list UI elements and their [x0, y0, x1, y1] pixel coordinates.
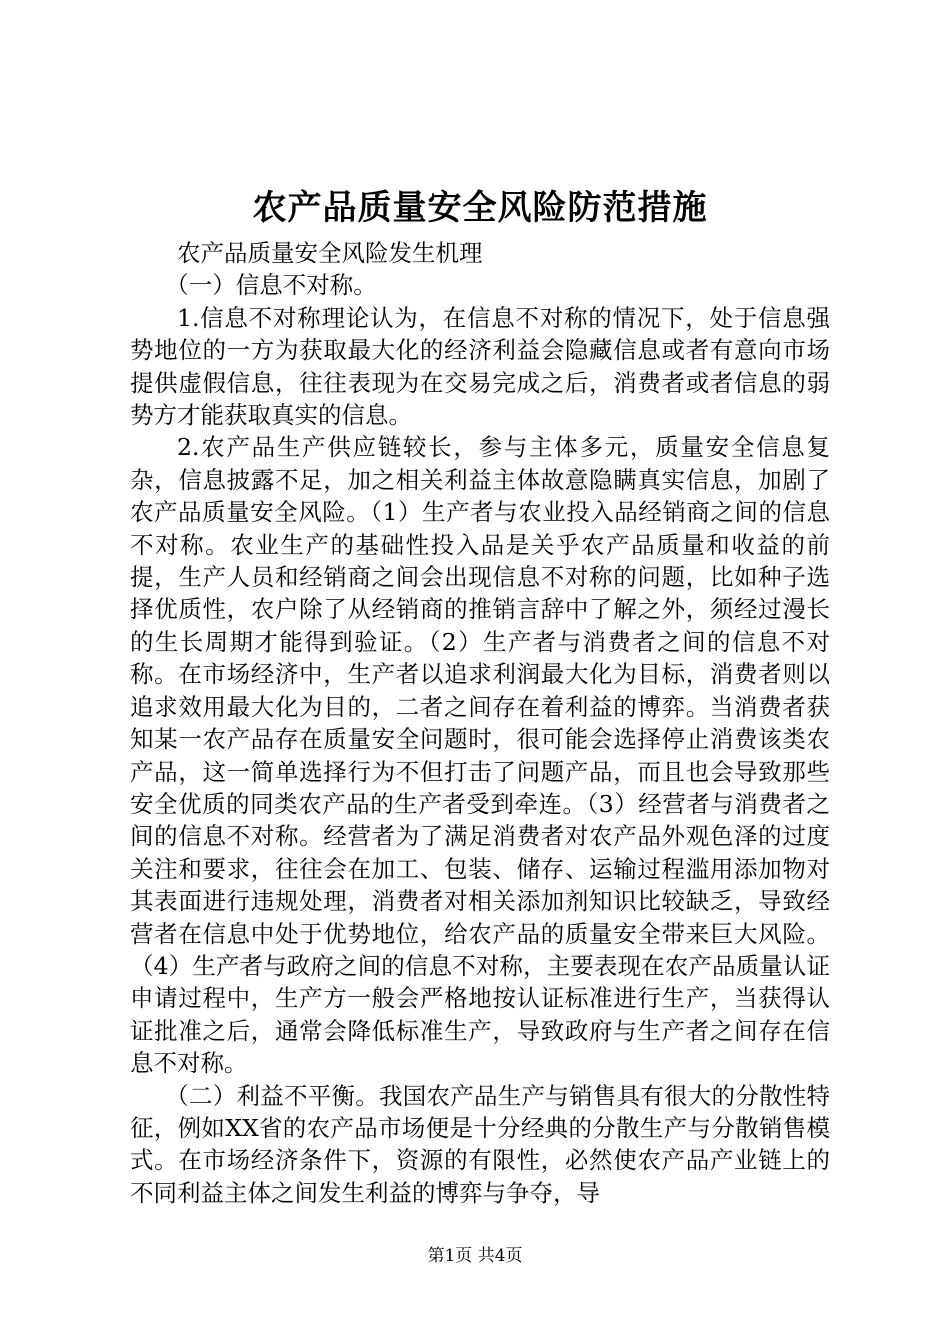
paragraph-1: 1.信息不对称理论认为，在信息不对称的情况下，处于信息强势地位的一方为获取最大化的经济利益会隐藏信息或者有意向市场提供虚假信息，往往表现为在交易完成之后，消费者或者信息的弱势方才能获取真实的信息。 [130, 303, 830, 430]
paragraph-3: （二）利益不平衡。我国农产品生产与销售具有很大的分散性特征，例如XX省的农产品市场便是十分经典的分散生产与分散销售模式。在市场经济条件下，资源的有限性，必然使农产品产业链上的不同利益主体之间发生利益的博弈与争夺，导 [130, 1081, 830, 1207]
subsection-heading-1: （一）信息不对称。 [165, 271, 377, 300]
document-body [130, 237, 830, 1209]
page-footer: 第1页 共4页 [427, 1246, 523, 1266]
section-heading: 农产品质量安全风险发生机理 [177, 239, 483, 267]
document-title: 农产品质量安全风险防范措施 [252, 188, 708, 228]
paragraph-2: 2.农产品生产供应链较长，参与主体多元，质量安全信息复杂，信息披露不足，加之相关利益主体故意隐瞒真实信息，加剧了农产品质量安全风险。（1）生产者与农业投入品经销商之间的信息不对称。农业生产的基础性投入品是关乎农产品质量和收益的前提，生产人员和经销商之间会出现信息不对称的问题，比如种子选择优质性，农户除了从经销商的推销言辞中了解之外，须经过漫长的生长周期才能得到验证。（2）生产者与消费者之间的信息不对称。在市场经济中，生产者以追求利润最大化为目标，消费者则以追求效用最大化为目的，二者之间存在着利益的博弈。当消费者获知某一农产品存在质量安全问题时，很可能会选择停止消费该类农产品，这一简单选择行为不但打击了问题产品，而且也会导致那些安全优质的同类农产品的生产者受到牵连。（3）经营者与消费者之间的信息不对称。经营者为了满足消费者对农产品外观色泽的过度关注和要求，往往会在加工、包装、储存、运输过程滥用添加物对其表面进行违规处理，消费者对相关添加剂知识比较缺乏，导致经营者在信息中处于优势地位，给农产品的质量安全带来巨大风险。（4）生产者与政府之间的信息不对称，主要表现在农产品质量认证申请过程中，生产方一般会严格地按认证标准进行生产，当获得认证批准之后，通常会降低标准生产，导致政府与生产者之间存在信息不对称。 [130, 433, 830, 1078]
